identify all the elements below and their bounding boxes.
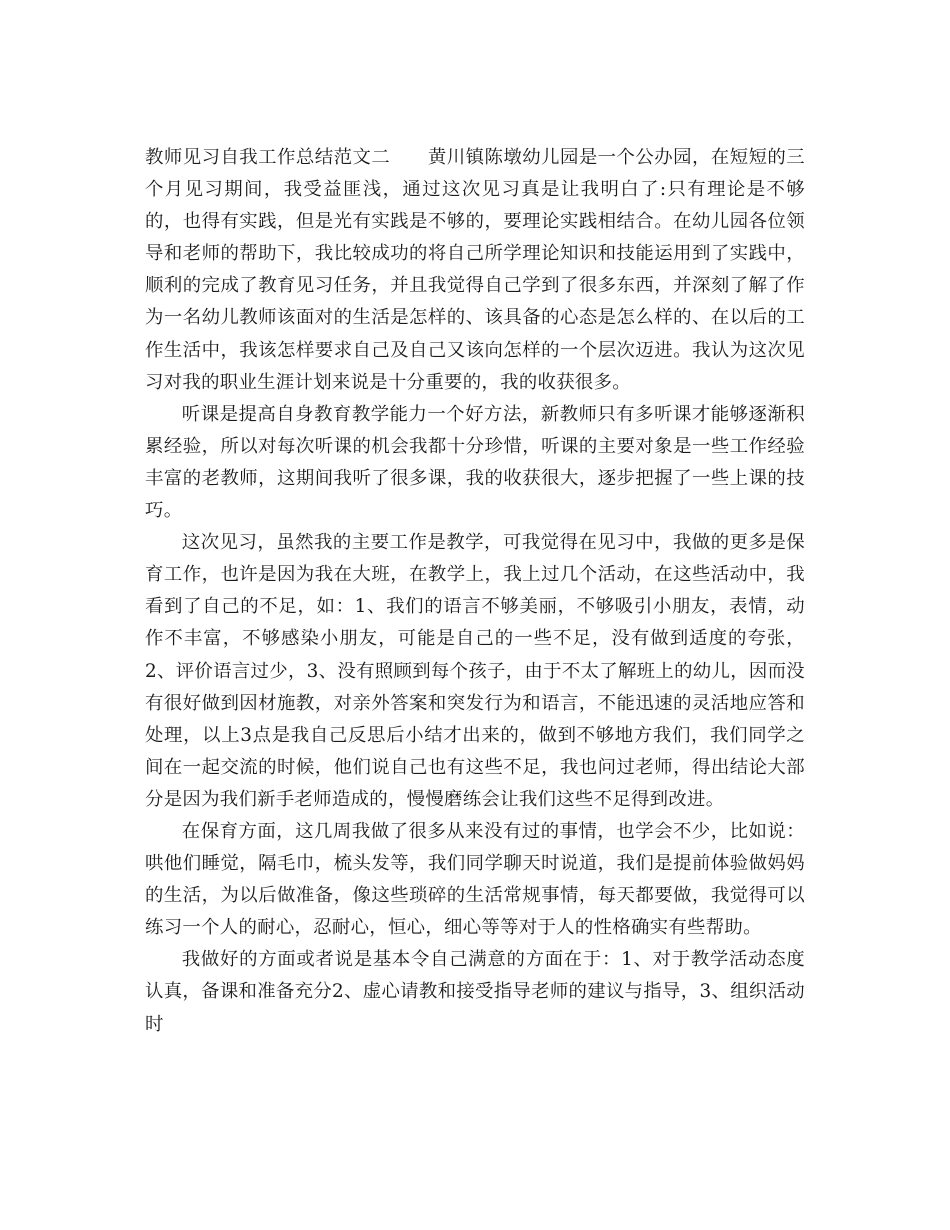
paragraph-strengths: 我做好的方面或者说是基本令自己满意的方面在于：1、对于教学活动态度认真，备课和准备充分2、虚心请教和接受指导老师的建议与指导，3、组织活动时 (145, 949, 805, 1035)
paragraph-intro: 教师见习自我工作总结范文二 黄川镇陈墩幼儿园是一个公办园，在短短的三个月见习期间，我受益匪浅，通过这次见习真是让我明白了:只有理论是不够的，也得有实践，但是光有实践是不够的，要理论实践相结合。在幼儿园各位领导和老师的帮助下，我比较成功的将自己所学理论知识和技能运用到了实践中，顺利的完成了教育见习任务，并且我觉得自己学到了很多东西，并深刻了解了作为一名幼儿教师该面对的生活是怎样的、该具备的心态是怎么样的、在以后的工作生活中，我该怎样要求自己及自己又该向怎样的一个层次迈进。我认为这次见习对我的职业生涯计划来说是十分重要的，我的收获很多。 (145, 147, 805, 393)
paragraph-childcare: 在保育方面，这几周我做了很多从来没有过的事情，也学会不少，比如说：哄他们睡觉，隔毛巾，梳头发等，我们同学聊天时说道，我们是提前体验做妈妈的生活，为以后做准备，像这些琐碎的生活常规事情，每天都要做，我觉得可以练习一个人的耐心，忍耐心，恒心，细心等等对于人的性格确实有些帮助。 (145, 820, 805, 939)
paragraph-lesson-observation: 听课是提高自身教育教学能力一个好方法，新教师只有多听课才能够逐渐积累经验，所以对每次听课的机会我都十分珍惜，听课的主要对象是一些工作经验丰富的老教师，这期间我听了很多课，我的收获很大，逐步把握了一些上课的技巧。 (145, 403, 805, 522)
paragraph-teaching-reflection: 这次见习，虽然我的主要工作是教学，可我觉得在见习中，我做的更多是保育工作，也许是因为我在大班，在教学上，我上过几个活动，在这些活动中，我看到了自己的不足，如：1、我们的语言不够美丽，不够吸引小朋友，表情，动作不丰富，不够感染小朋友，可能是自己的一些不足，没有做到适度的夸张，2、评价语言过少，3、没有照顾到每个孩子，由于不太了解班上的幼儿，因而没有很好做到因材施教，对亲外答案和突发行为和语言，不能迅速的灵活地应答和处理，以上3点是我自己反思后小结才出来的，做到不够地方我们，我们同学之间在一起交流的时候，他们说自己也有这些不足，我也问过老师，得出结论大部分是因为我们新手老师造成的，慢慢磨练会让我们这些不足得到改进。 (145, 532, 805, 810)
